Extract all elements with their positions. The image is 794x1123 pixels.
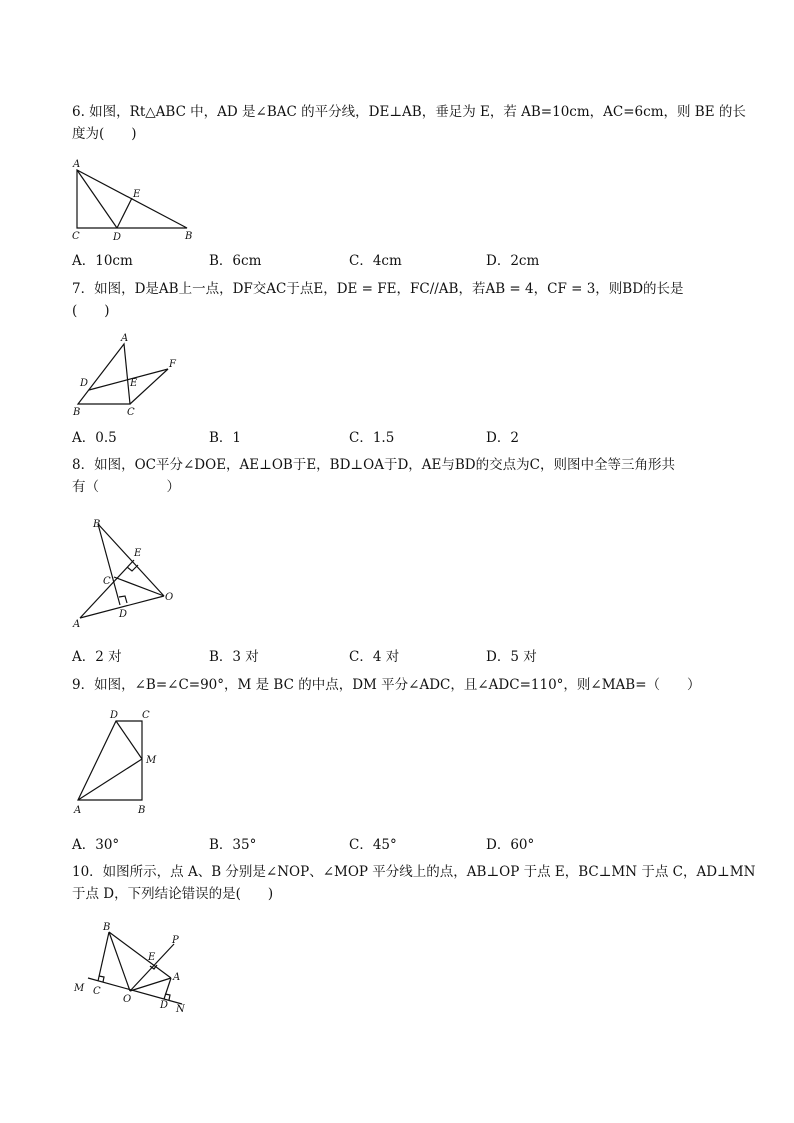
label-d: D <box>80 378 89 389</box>
option-a[interactable]: A．2 对 <box>72 649 122 665</box>
label-o: O <box>165 592 174 603</box>
question-line: 度为( ) <box>72 126 137 142</box>
question-7-text <box>72 278 724 322</box>
label-o: O <box>123 994 132 1005</box>
question-10-text <box>72 861 756 905</box>
option-c[interactable]: C．45° <box>349 837 397 853</box>
question-line: 8．如图，OC平分∠DOE，AE⊥OB于E，BD⊥OA于D，AE与BD的交点为C，则图中全等三角形共 <box>72 457 675 473</box>
label-b: B <box>103 922 111 933</box>
question-line: 10．如图所示，点 A、B 分别是∠NOP、∠MOP 平分线上的点，AB⊥OP 于点 E，BC⊥MN 于点 C，AD⊥MN <box>72 864 756 880</box>
option-d[interactable]: D．2 <box>486 430 519 446</box>
option-d[interactable]: D．2cm <box>486 253 540 269</box>
option-a[interactable]: A．0.5 <box>72 430 117 446</box>
question-9-text <box>72 674 724 696</box>
label-e: E <box>134 548 142 559</box>
option-b[interactable]: B．6cm <box>209 253 262 269</box>
label-a: A <box>173 972 181 983</box>
label-b: B <box>93 519 101 530</box>
label-m: M <box>74 983 85 994</box>
question-line: ( ) <box>72 303 110 319</box>
segment-bo <box>109 932 130 991</box>
label-c: C <box>103 576 111 587</box>
segment-bc <box>98 932 109 981</box>
label-d: D <box>113 232 122 243</box>
question-line: 6. 如图，Rt△ABC 中，AD 是∠BAC 的平分线，DE⊥AB，垂足为 E，若 AB=10cm，AC=6cm，则 BE 的长 <box>72 104 746 120</box>
option-a[interactable]: A．30° <box>72 837 120 853</box>
figure-q10 <box>70 920 195 1018</box>
label-a: A <box>121 333 129 344</box>
label-e: E <box>133 189 141 200</box>
option-c[interactable]: C．1.5 <box>349 430 395 446</box>
label-c: C <box>93 986 101 997</box>
question-8-text <box>72 454 724 498</box>
figure-q6 <box>70 160 200 242</box>
option-d[interactable]: D．60° <box>486 837 535 853</box>
segment-oc <box>114 577 164 596</box>
label-m: M <box>146 755 157 766</box>
figure-q8 <box>70 514 180 629</box>
label-d: D <box>119 609 128 620</box>
figure-q9 <box>70 706 170 818</box>
segment-ba <box>109 932 171 978</box>
option-b[interactable]: B．3 对 <box>209 649 259 665</box>
option-c[interactable]: C．4cm <box>349 253 402 269</box>
figure-q7 <box>70 332 185 420</box>
triangle-abc <box>78 344 130 404</box>
option-a[interactable]: A．10cm <box>72 253 133 269</box>
label-c: C <box>127 407 135 418</box>
label-c: C <box>72 231 80 242</box>
label-d: D <box>160 1000 169 1011</box>
question-line: 9．如图，∠B=∠C=90°，M 是 BC 的中点，DM 平分∠ADC，且∠ADC=110°，则∠MAB=（ ） <box>72 677 701 693</box>
label-e: E <box>130 378 138 389</box>
label-f: F <box>169 359 176 370</box>
segment-de <box>117 198 132 228</box>
label-n: N <box>176 1004 185 1015</box>
label-b: B <box>185 231 193 242</box>
option-b[interactable]: B．1 <box>209 430 242 446</box>
label-b: B <box>138 805 146 816</box>
question-line: 7．如图，D是AB上一点，DF交AC于点E，DE = FE，FC//AB，若AB = 4，CF = 3，则BD的长是 <box>72 281 684 297</box>
label-a: A <box>74 805 82 816</box>
label-e: E <box>148 952 156 963</box>
segment-dm <box>116 721 142 759</box>
label-a: A <box>73 619 81 630</box>
option-d[interactable]: D．5 对 <box>486 649 537 665</box>
right-angle-d <box>119 596 127 603</box>
quadrilateral-abcd <box>78 721 142 800</box>
label-b: B <box>73 407 81 418</box>
question-line: 于点 D，下列结论错误的是( ) <box>72 886 274 902</box>
label-d: D <box>110 710 119 721</box>
option-b[interactable]: B．35° <box>209 837 257 853</box>
label-a: A <box>73 159 81 170</box>
question-6-text <box>72 101 746 145</box>
question-line: 有（ ） <box>72 479 180 495</box>
segment-ad <box>77 170 117 228</box>
label-c: C <box>142 710 150 721</box>
label-p: P <box>172 935 179 946</box>
option-c[interactable]: C．4 对 <box>349 649 400 665</box>
